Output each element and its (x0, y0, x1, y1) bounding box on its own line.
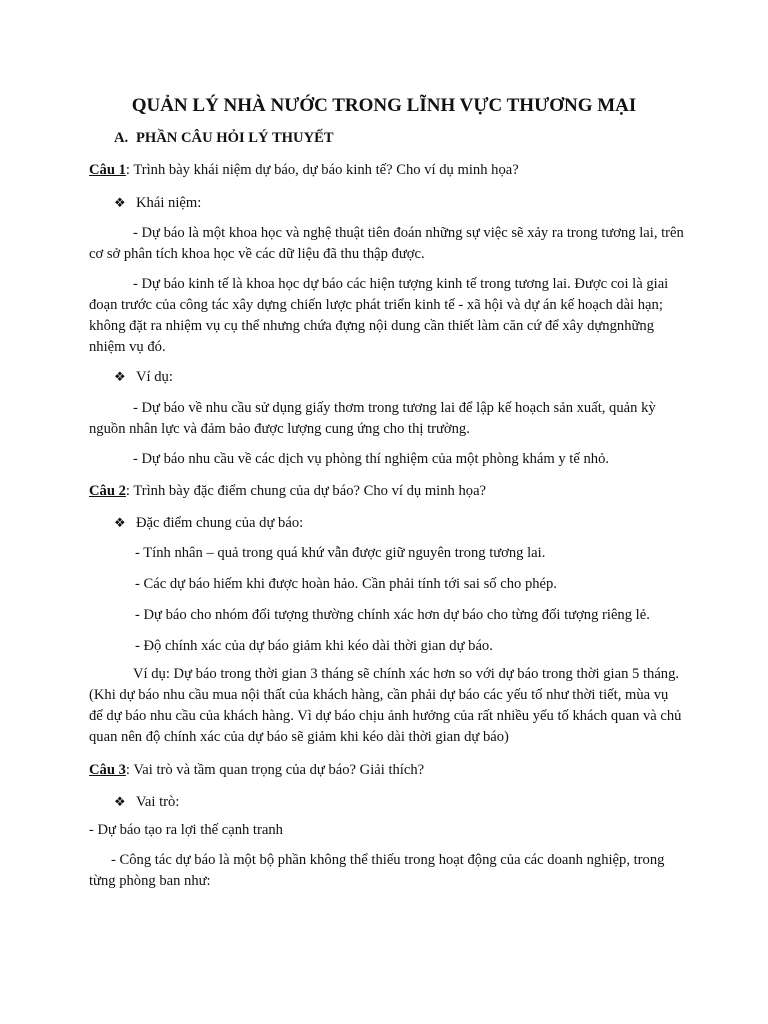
bullet-item (114, 366, 684, 388)
page-title: QUẢN LÝ NHÀ NƯỚC TRONG LĨNH VỰC THƯƠNG MẠI (131, 95, 637, 116)
paragraph: - Dự báo về nhu cầu sử dụng giấy thơm trong tương lai để lập kế hoạch sản xuất, quản kỳ nguồn nhân lực và đảm bảo được lượng cung ứng cho thị trường. (89, 400, 656, 437)
bullet-text: Khái niệm: (136, 195, 202, 211)
bullet-item (114, 512, 684, 534)
question-2-label: Câu 2 (89, 483, 126, 499)
question-1-text: : Trình bày khái niệm dự báo, dự báo kinh tế? Cho ví dụ minh họa? (125, 162, 519, 178)
list-item: - Các dự báo hiếm khi được hoàn hảo. Cần phải tính tới sai số cho phép. (135, 576, 557, 592)
question-2-text: : Trình bày đặc điểm chung của dự báo? Cho ví dụ minh họa? (125, 483, 487, 499)
paragraph: - Dự báo kinh tế là khoa học dự báo các hiện tượng kinh tế trong tương lai. Được coi là giai đoạn trước của công tác xây dựng chiến lược phát triển kinh tế - xã hội và dự án kế hoạch dài hạn; không đặt ra nhiệm vụ cụ thể nhưng chứa đựng nội dung cần thiết làm căn cứ để xây dựngnhững nhiệm vụ đó. (89, 276, 669, 355)
question-1-label: Câu 1 (89, 162, 126, 178)
paragraph: - Dự báo là một khoa học và nghệ thuật tiên đoán những sự việc sẽ xảy ra trong tương lai, trên cơ sở phân tích khoa học về các dữ liệu đã thu thập được. (89, 225, 684, 262)
diamond-bullet-icon: ❖ (114, 794, 126, 809)
paragraph: Ví dụ: Dự báo trong thời gian 3 tháng sẽ chính xác hơn so với dự báo trong thời gian 5 tháng. (Khi dự báo nhu cầu mua nội thất của khách hàng, cần phải dự báo các yếu tố như thời tiết, mùa vụ để dự báo nhu cầu của khách hàng. Vì dự báo chịu ảnh hưởng của rất nhiều yếu tố khách quan và chủ quan nên độ chính xác của dự báo sẽ giảm khi kéo dài thời gian dự báo) (89, 666, 682, 745)
paragraph: - Dự báo tạo ra lợi thế cạnh tranh (89, 822, 283, 838)
diamond-bullet-icon: ❖ (114, 515, 126, 530)
list-item: - Tính nhân – quả trong quá khứ vẫn được giữ nguyên trong tương lai. (135, 545, 546, 561)
bullet-text: Đặc điểm chung của dự báo: (136, 515, 304, 531)
section-letter: A. (114, 130, 129, 146)
question-3 (89, 760, 684, 781)
question-3-label: Câu 3 (89, 762, 126, 778)
bullet-text: Ví dụ: (136, 369, 173, 385)
list-item: - Dự báo cho nhóm đối tượng thường chính xác hơn dự báo cho từng đối tượng riêng lẻ. (135, 607, 650, 623)
diamond-bullet-icon: ❖ (114, 369, 126, 384)
question-3-text: : Vai trò và tầm quan trọng của dự báo? Giải thích? (125, 762, 425, 778)
question-1 (89, 160, 684, 181)
paragraph: - Dự báo nhu cầu về các dịch vụ phòng thí nghiệm của một phòng khám y tế nhỏ. (133, 451, 610, 467)
paragraph: - Công tác dự báo là một bộ phần không thể thiếu trong hoạt động của các doanh nghiệp, trong từng phòng ban như: (89, 852, 665, 889)
diamond-bullet-icon: ❖ (114, 195, 126, 210)
bullet-item (114, 192, 684, 214)
list-item: - Độ chính xác của dự báo giảm khi kéo dài thời gian dự báo. (135, 638, 493, 654)
bullet-item (114, 791, 684, 813)
bullet-text: Vai trò: (136, 794, 180, 810)
question-2 (89, 481, 684, 502)
section-heading (114, 128, 334, 149)
section-heading-text: PHẦN CÂU HỎI LÝ THUYẾT (136, 130, 334, 146)
